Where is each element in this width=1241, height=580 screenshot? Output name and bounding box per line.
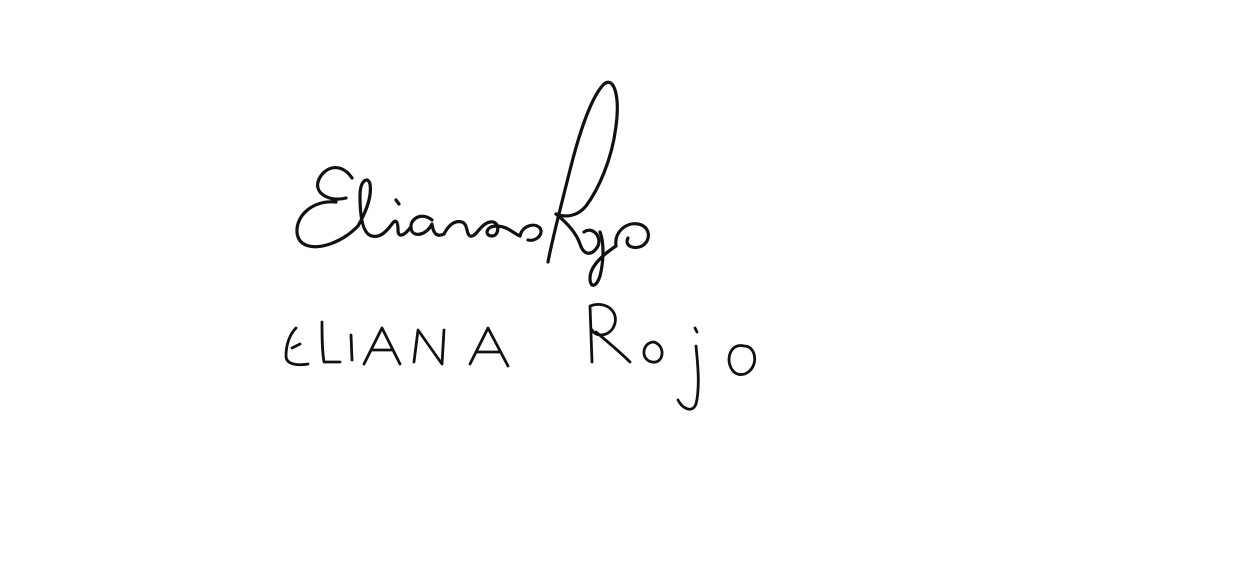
signature-stroke-e bbox=[297, 168, 358, 247]
signature-stroke-l bbox=[358, 180, 392, 236]
signature-dot-i bbox=[396, 200, 399, 204]
printed-letter-j bbox=[678, 346, 698, 409]
printed-letter-a1 bbox=[364, 328, 400, 364]
printed-letter-r bbox=[590, 304, 630, 362]
signature-stroke-r-leg bbox=[556, 214, 599, 253]
cursive-signature bbox=[297, 82, 648, 285]
printed-letter-i bbox=[351, 335, 352, 360]
printed-letter-o1 bbox=[644, 342, 662, 362]
signature-stroke-i bbox=[392, 221, 410, 235]
printed-letter-n bbox=[414, 330, 444, 364]
printed-letter-j-dot bbox=[695, 328, 697, 332]
printed-letter-o2 bbox=[729, 345, 755, 374]
printed-letter-l bbox=[322, 322, 340, 362]
signature-stroke-a bbox=[411, 216, 444, 235]
signature-stroke-o bbox=[520, 225, 541, 240]
signature-stroke-final-o bbox=[616, 224, 649, 248]
signature-stroke-r-loop bbox=[548, 82, 617, 262]
signature-stroke-j bbox=[590, 232, 616, 285]
printed-letter-e bbox=[286, 328, 308, 365]
printed-letter-a2 bbox=[470, 328, 508, 366]
printed-name bbox=[286, 304, 755, 409]
signature-stroke-na bbox=[444, 222, 520, 237]
